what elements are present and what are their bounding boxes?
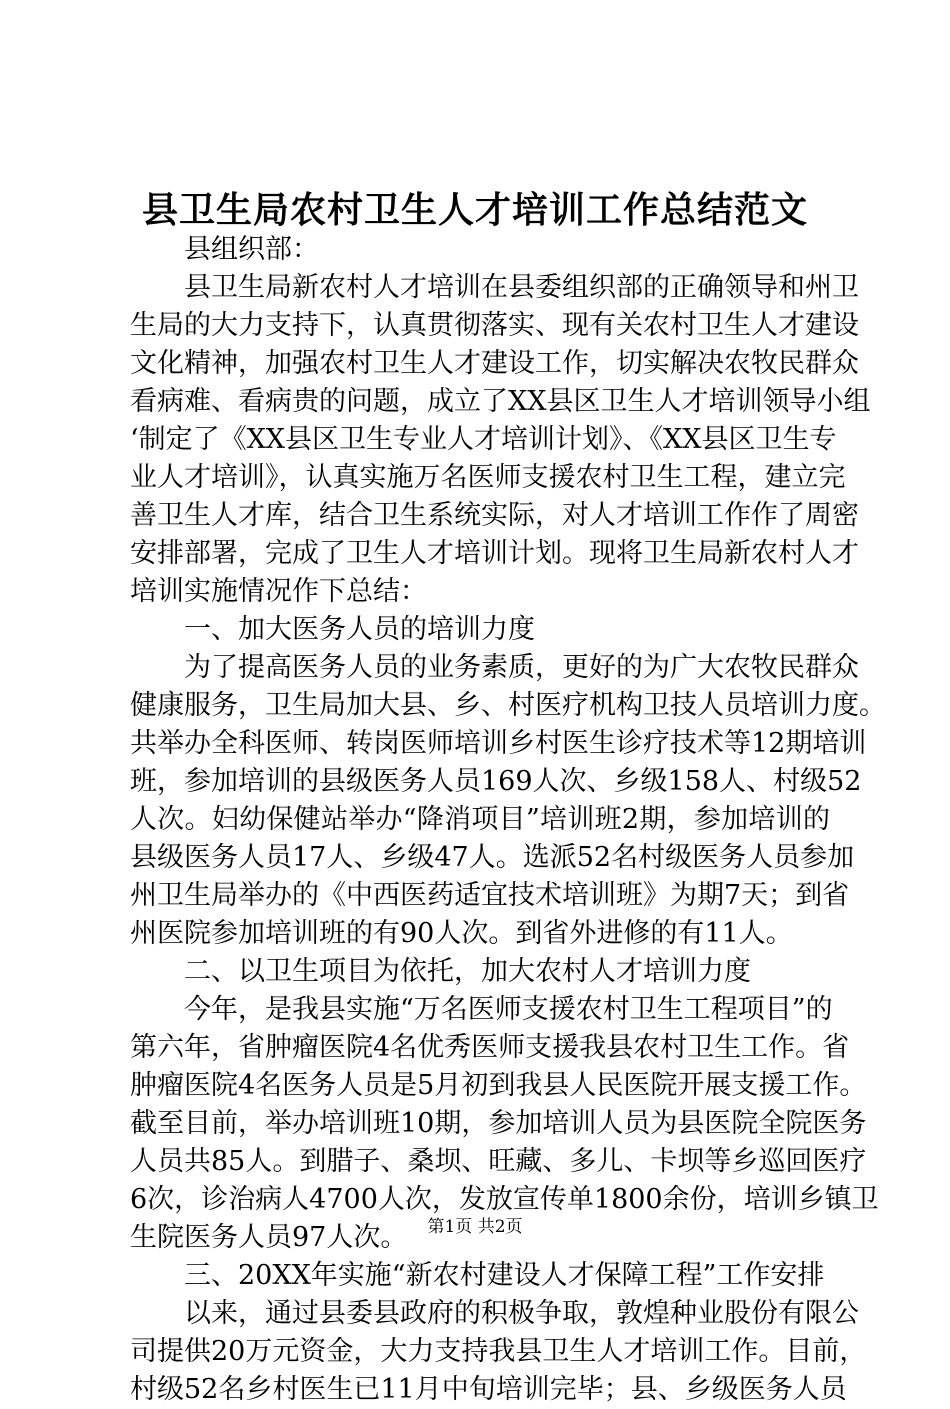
body-text-line: 人员共85人。到腊子、桑坝、旺藏、多儿、卡坝等乡巡回医疗 — [130, 1146, 867, 1177]
body-text-line: 以来，通过县委县政府的积极争取，敦煌种业股份有限公 — [184, 1298, 859, 1329]
body-text-line: 共举办全科医师、转岗医师培训乡村医生诊疗技术等12期培训 — [130, 728, 867, 759]
body-text-line: 肿瘤医院4名医务人员是5月初到我县人民医院开展支援工作。 — [130, 1070, 867, 1101]
body-text-line: 班，参加培训的县级医务人员169人次、乡级158人、村级52 — [130, 766, 862, 797]
body-text-line: 截至目前，举办培训班10期，参加培训人员为县医院全院医务 — [130, 1108, 867, 1139]
body-text-line: 健康服务，卫生局加大县、乡、村医疗机构卫技人员培训力度。 — [130, 690, 886, 721]
body-text-line: 县卫生局新农村人才培训在县委组织部的正确领导和州卫 — [184, 272, 859, 303]
body-text-line: 生院医务人员97人次。 — [130, 1222, 408, 1253]
body-text-line: 二、以卫生项目为依托，加大农村人才培训力度 — [184, 956, 751, 987]
body-text-line: 善卫生人才库，结合卫生系统实际，对人才培训工作作了周密 — [130, 500, 859, 531]
body-text-line: 司提供20万元资金，大力支持我县卫生人才培训工作。目前， — [130, 1336, 867, 1367]
body-text-line: 为了提高医务人员的业务素质，更好的为广大农牧民群众 — [184, 652, 859, 683]
body-text-line: 生局的大力支持下，认真贯彻落实、现有关农村卫生人才建设 — [130, 310, 859, 341]
body-text-line: 今年，是我县实施“万名医师支援农村卫生工程项目”的 — [184, 994, 833, 1025]
body-text-line: ‘制定了《XX县区卫生专业人才培训计划》、《XX县区卫生专 — [130, 424, 837, 455]
body-text-line: 安排部署，完成了卫生人才培训计划。现将卫生局新农村人才 — [130, 538, 859, 569]
body-text-line: 第六年，省肿瘤医院4名优秀医师支援我县农村卫生工作。省 — [130, 1032, 850, 1063]
body-text-line: 县组织部： — [184, 234, 319, 265]
body-text-line: 文化精神，加强农村卫生人才建设工作，切实解决农牧民群众 — [130, 348, 859, 379]
body-text-line: 看病难、看病贵的问题，成立了XX县区卫生人才培训领导小组 — [130, 386, 871, 417]
document-title: 县卫生局农村卫生人才培训工作总结范文 — [141, 189, 808, 231]
body-text-line: 人次。妇幼保健站举办“降消项目”培训班2期，参加培训的 — [130, 804, 830, 835]
body-text-line: 一、加大医务人员的培训力度 — [184, 614, 535, 645]
body-text-line: 6次，诊治病人4700人次，发放宣传单1800余份，培训乡镇卫 — [130, 1184, 879, 1215]
body-text-line: 业人才培训》，认真实施万名医师支援农村卫生工程，建立完 — [130, 462, 846, 493]
body-text-line: 三、20XX年实施“新农村建设人才保障工程”工作安排 — [184, 1260, 825, 1291]
body-text-line: 培训实施情况作下总结： — [130, 576, 427, 607]
body-text-line: 州医院参加培训班的有90人次。到省外进修的有11人。 — [130, 918, 793, 949]
page-footer: 第1页 共2页 — [427, 1217, 523, 1237]
body-text-line: 州卫生局举办的《中西医药适宜技术培训班》为期7天；到省 — [130, 880, 850, 911]
body-text-line: 村级52名乡村医生已11月中旬培训完毕；县、乡级医务人员 — [130, 1374, 847, 1405]
body-text-line: 县级医务人员17人、乡级47人。选派52名村级医务人员参加 — [130, 842, 855, 873]
